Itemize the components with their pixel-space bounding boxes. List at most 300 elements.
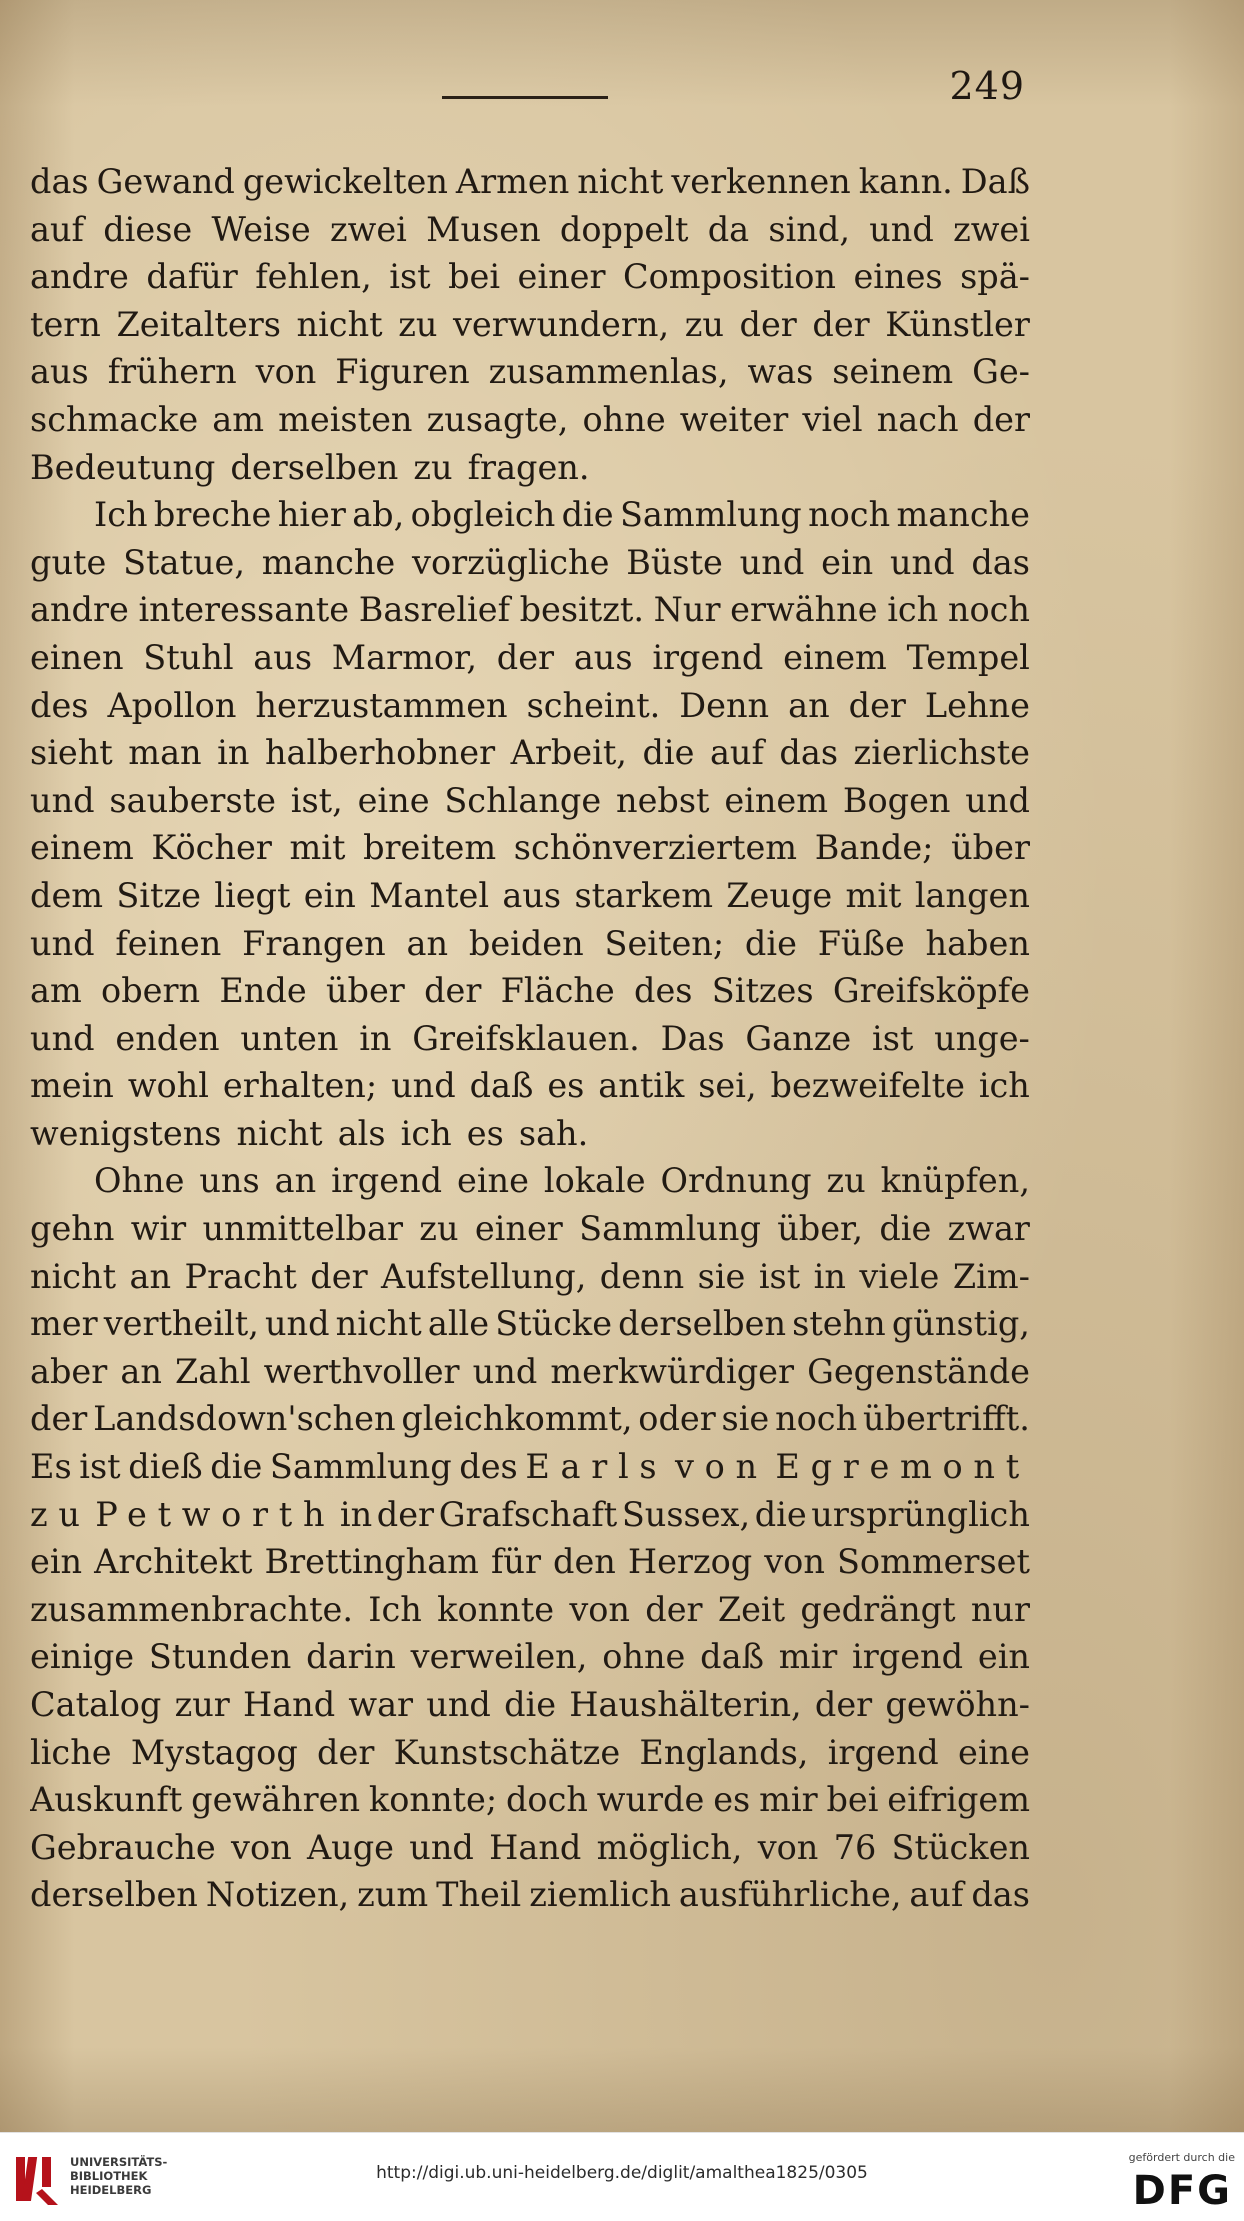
word: antik bbox=[598, 1066, 685, 1106]
word: günstig, bbox=[891, 1304, 1030, 1344]
word: an bbox=[788, 685, 830, 725]
word: Köcher bbox=[151, 828, 272, 868]
word: über bbox=[325, 971, 405, 1011]
word: Sammlung bbox=[269, 1447, 452, 1487]
word: 76 bbox=[833, 1827, 877, 1867]
word: irgend bbox=[652, 637, 764, 677]
word: doch bbox=[505, 1780, 588, 1820]
word: das bbox=[30, 162, 89, 201]
text-line bbox=[30, 1776, 1030, 1824]
word: der bbox=[376, 1494, 435, 1534]
word: ursprünglich bbox=[811, 1494, 1030, 1534]
text-line bbox=[30, 158, 1030, 206]
word: von bbox=[255, 352, 317, 392]
header-rule bbox=[442, 96, 608, 99]
word: sieht bbox=[30, 733, 113, 773]
word: was bbox=[747, 352, 814, 392]
word: verweilen, bbox=[410, 1637, 588, 1677]
word: und bbox=[426, 1685, 491, 1724]
word: obern bbox=[101, 971, 201, 1011]
word: sei, bbox=[698, 1066, 757, 1106]
word: werthvoller bbox=[263, 1351, 460, 1391]
word: nach bbox=[876, 399, 959, 439]
word: erwähne bbox=[730, 590, 878, 630]
word: Bande; bbox=[814, 828, 934, 868]
word: das bbox=[971, 542, 1030, 582]
word: derselben bbox=[618, 1304, 787, 1344]
word: eine bbox=[958, 1732, 1030, 1772]
word: konnte bbox=[437, 1589, 555, 1629]
word: Hand bbox=[489, 1827, 582, 1867]
text-line bbox=[30, 539, 1030, 587]
word: andre bbox=[30, 590, 129, 630]
text-line bbox=[30, 777, 1030, 825]
word: ein bbox=[30, 1542, 83, 1582]
word: auf bbox=[709, 733, 764, 773]
word: dafür bbox=[146, 257, 238, 297]
word: noch bbox=[947, 590, 1030, 630]
word: in bbox=[359, 1018, 392, 1058]
word: aus bbox=[253, 637, 313, 677]
word: irgend bbox=[852, 1637, 964, 1677]
word: erhalten; bbox=[222, 1066, 378, 1106]
word: beiden bbox=[468, 923, 584, 963]
word: ist bbox=[389, 257, 431, 297]
word: Englands, bbox=[639, 1732, 809, 1772]
word: Füße bbox=[817, 923, 905, 963]
word: der bbox=[812, 304, 870, 344]
word: gedrängt bbox=[800, 1589, 956, 1629]
word: Haushälterin, bbox=[569, 1685, 802, 1724]
word: Musen bbox=[426, 209, 541, 249]
word: das bbox=[971, 1875, 1030, 1915]
word: noch bbox=[775, 1399, 858, 1439]
word: für bbox=[490, 1542, 541, 1582]
word: Composition bbox=[622, 257, 836, 297]
word: frühern bbox=[107, 352, 237, 392]
word: manche bbox=[261, 542, 396, 582]
word: daß bbox=[469, 1066, 534, 1106]
word: Sammlung bbox=[579, 1209, 761, 1249]
word: Marmor, bbox=[331, 637, 478, 677]
word: Ge- bbox=[972, 352, 1030, 392]
word: ist, bbox=[290, 780, 343, 820]
word: weiter bbox=[679, 399, 789, 439]
word: Mantel bbox=[369, 875, 490, 915]
word: Denn bbox=[679, 685, 770, 725]
word: Nur bbox=[653, 590, 721, 630]
word: mit bbox=[845, 875, 902, 915]
word: gute bbox=[30, 542, 107, 582]
word: Zahl bbox=[175, 1351, 251, 1391]
word: konnte; bbox=[368, 1780, 498, 1820]
word: ziemlich bbox=[529, 1875, 671, 1915]
word: alle bbox=[427, 1304, 490, 1344]
word: gewickelten bbox=[242, 162, 448, 201]
word: Fläche bbox=[500, 971, 615, 1011]
word: stehn bbox=[792, 1304, 886, 1344]
word: Armen bbox=[455, 162, 570, 201]
word: aus bbox=[573, 637, 633, 677]
text-line bbox=[30, 1015, 1030, 1063]
word: in bbox=[813, 1256, 846, 1296]
word: schmacke bbox=[30, 399, 199, 439]
word: Zeitalters bbox=[116, 304, 281, 344]
word: wohl bbox=[127, 1066, 209, 1106]
word: Seiten; bbox=[604, 923, 725, 963]
document-url[interactable]: http://digi.ub.uni-heidelberg.de/diglit/amalthea1825/0305 bbox=[376, 2163, 868, 2183]
word: vorzügliche bbox=[412, 542, 610, 582]
body-text bbox=[30, 158, 1030, 1919]
word: der bbox=[496, 637, 555, 677]
word: und bbox=[264, 1304, 330, 1344]
library-name[interactable]: UNIVERSITÄTS- BIBLIOTHEK HEIDELBERG bbox=[70, 2155, 168, 2197]
word: Figuren bbox=[335, 352, 470, 392]
funding-note: gefördert durch die bbox=[1128, 2151, 1235, 2164]
word: des bbox=[634, 971, 693, 1011]
word: von bbox=[757, 1827, 819, 1867]
word: bei bbox=[448, 257, 501, 297]
word: die bbox=[504, 1685, 557, 1724]
word: man bbox=[128, 733, 202, 773]
word: derselben bbox=[230, 447, 399, 487]
word: Weise bbox=[211, 209, 311, 249]
word: zierlichste bbox=[853, 733, 1030, 773]
word: an bbox=[274, 1161, 317, 1201]
word: nicht bbox=[577, 162, 664, 201]
word: Architekt bbox=[94, 1542, 253, 1582]
word: die bbox=[754, 1494, 807, 1534]
word: und bbox=[30, 780, 95, 820]
word: zu bbox=[398, 304, 438, 344]
text-line bbox=[30, 396, 1030, 444]
word: da bbox=[707, 209, 750, 249]
word: der bbox=[972, 399, 1030, 439]
word: eine bbox=[357, 780, 430, 820]
word: sah. bbox=[518, 1113, 589, 1153]
word: Schlange bbox=[444, 780, 602, 820]
word: Egremont bbox=[775, 1447, 1030, 1487]
word: an bbox=[120, 1351, 162, 1391]
word: über, bbox=[777, 1209, 864, 1249]
word: in bbox=[339, 1494, 373, 1534]
text-line bbox=[30, 491, 1030, 539]
word: Tempel bbox=[906, 637, 1030, 677]
word: ein bbox=[977, 1637, 1030, 1677]
word: zusammenlas, bbox=[488, 352, 729, 392]
word: enden bbox=[115, 1018, 220, 1058]
text-line bbox=[30, 1300, 1030, 1348]
word: nicht bbox=[30, 1256, 117, 1296]
word: nebst bbox=[616, 780, 710, 820]
text-line bbox=[30, 1871, 1030, 1919]
word: nicht bbox=[335, 1304, 422, 1344]
text-line bbox=[30, 1110, 1030, 1158]
word: breche bbox=[153, 495, 272, 535]
word: langen bbox=[914, 875, 1030, 915]
text-line bbox=[30, 1253, 1030, 1301]
word: tern bbox=[30, 304, 101, 344]
word: andre bbox=[30, 257, 129, 297]
word: ab, bbox=[352, 495, 405, 535]
university-library-logo-icon[interactable] bbox=[12, 2151, 62, 2207]
word: Brettingham bbox=[264, 1542, 479, 1582]
word: übertrifft. bbox=[862, 1399, 1030, 1439]
word: einige bbox=[30, 1637, 135, 1677]
word: Ganze bbox=[745, 1018, 852, 1058]
word: bezweifelte bbox=[770, 1066, 965, 1106]
word: Ohne bbox=[94, 1161, 185, 1201]
text-line bbox=[30, 1157, 1030, 1205]
word: von bbox=[674, 1447, 768, 1487]
word: darin bbox=[306, 1637, 396, 1677]
word: Sammlung bbox=[619, 495, 802, 535]
word: nur bbox=[970, 1589, 1030, 1629]
page-number: 249 bbox=[949, 64, 1025, 108]
word: Mystagog bbox=[130, 1732, 298, 1772]
word: die bbox=[744, 923, 797, 963]
word: uns bbox=[199, 1161, 260, 1201]
word: Stunden bbox=[148, 1637, 292, 1677]
word: zu bbox=[30, 1494, 91, 1534]
word: Kunstschätze bbox=[393, 1732, 621, 1772]
word: vertheilt, bbox=[103, 1304, 259, 1344]
word: fragen. bbox=[467, 447, 590, 487]
word: Landsdown'schen bbox=[93, 1399, 396, 1439]
text-line bbox=[30, 634, 1030, 682]
word: zusammenbrachte. bbox=[30, 1589, 354, 1629]
word: die bbox=[561, 495, 614, 535]
word: Auge bbox=[306, 1827, 395, 1867]
word: dieß bbox=[128, 1447, 203, 1487]
text-line bbox=[30, 301, 1030, 349]
word: Gegenstände bbox=[807, 1351, 1030, 1391]
word: starkem bbox=[574, 875, 713, 915]
word: Bedeutung bbox=[30, 447, 216, 487]
word: ist bbox=[871, 1018, 914, 1058]
word: unmittelbar bbox=[202, 1209, 403, 1249]
text-line bbox=[30, 348, 1030, 396]
word: und bbox=[889, 542, 955, 582]
word: Gewand bbox=[96, 162, 235, 201]
text-line bbox=[30, 920, 1030, 968]
text-line bbox=[30, 824, 1030, 872]
word: verkennen bbox=[671, 162, 851, 201]
word: Ende bbox=[219, 971, 307, 1011]
word: zwei bbox=[330, 209, 407, 249]
word: an bbox=[129, 1256, 172, 1296]
word: und bbox=[391, 1066, 456, 1106]
word: Ich bbox=[368, 1589, 422, 1629]
word: merkwürdiger bbox=[550, 1351, 794, 1391]
word: knüpfen, bbox=[880, 1161, 1030, 1201]
text-line bbox=[30, 1205, 1030, 1253]
text-line bbox=[30, 1395, 1030, 1443]
word: ohne bbox=[582, 399, 666, 439]
word: zu bbox=[419, 1209, 459, 1249]
word: Herzog bbox=[627, 1542, 753, 1582]
word: Grafschaft bbox=[438, 1494, 618, 1534]
word: gewähren bbox=[191, 1780, 361, 1820]
word: Es bbox=[30, 1447, 72, 1487]
word: Pracht bbox=[184, 1256, 297, 1296]
word: halberhobner bbox=[264, 733, 496, 773]
word: Zeuge bbox=[726, 875, 833, 915]
word: lokale bbox=[543, 1161, 646, 1201]
viewer-footer bbox=[0, 2132, 1244, 2221]
word: aber bbox=[30, 1351, 108, 1391]
word: ein bbox=[303, 875, 356, 915]
word: ein bbox=[821, 542, 874, 582]
word: die bbox=[879, 1209, 932, 1249]
word: Bogen bbox=[842, 780, 951, 820]
word: der bbox=[30, 1399, 88, 1439]
word: über bbox=[951, 828, 1030, 868]
word: hier bbox=[277, 495, 346, 535]
word: unten bbox=[240, 1018, 339, 1058]
word: einem bbox=[30, 828, 134, 868]
word: mer bbox=[30, 1304, 98, 1344]
word: die bbox=[642, 733, 695, 773]
text-line bbox=[30, 1729, 1030, 1777]
word: und bbox=[30, 1018, 95, 1058]
word: dem bbox=[30, 875, 104, 915]
word: unge- bbox=[934, 1018, 1030, 1058]
word: mir bbox=[759, 1780, 818, 1820]
word: der bbox=[645, 1589, 703, 1629]
word: und bbox=[739, 542, 805, 582]
text-line bbox=[30, 586, 1030, 634]
word: Stücken bbox=[891, 1827, 1030, 1867]
dfg-logo[interactable]: DFG bbox=[1132, 2168, 1232, 2214]
word: ich bbox=[978, 1066, 1030, 1106]
word: besitzt. bbox=[519, 590, 644, 630]
word: mir bbox=[778, 1637, 838, 1677]
word: Sommerset bbox=[836, 1542, 1030, 1582]
word: der bbox=[814, 1685, 873, 1724]
word: und bbox=[472, 1351, 538, 1391]
word: diese bbox=[103, 209, 193, 249]
word: war bbox=[348, 1685, 414, 1724]
word: sind, bbox=[768, 209, 850, 249]
word: Zeit bbox=[717, 1589, 786, 1629]
word: ausführliche, bbox=[678, 1875, 902, 1915]
word: Stücke bbox=[495, 1304, 613, 1344]
word: am bbox=[212, 399, 265, 439]
word: Aufstellung, bbox=[381, 1256, 587, 1296]
word: aus bbox=[502, 875, 562, 915]
word: der bbox=[848, 685, 906, 725]
word: zu bbox=[413, 447, 453, 487]
word: und bbox=[965, 780, 1030, 820]
word: in bbox=[217, 733, 250, 773]
word: viele bbox=[859, 1256, 940, 1296]
word: der bbox=[310, 1256, 368, 1296]
text-line bbox=[30, 872, 1030, 920]
word: der bbox=[424, 971, 482, 1011]
word: nicht bbox=[236, 1113, 323, 1153]
word: zum bbox=[357, 1875, 429, 1915]
word: einer bbox=[474, 1209, 563, 1249]
word: ist bbox=[79, 1447, 121, 1487]
word: seinem bbox=[832, 352, 954, 392]
word: von bbox=[764, 1542, 825, 1582]
word: und bbox=[869, 209, 934, 249]
word: oder bbox=[638, 1399, 716, 1439]
word: zur bbox=[174, 1685, 230, 1724]
word: scheint. bbox=[526, 685, 661, 725]
word: und bbox=[30, 923, 95, 963]
word: liegt bbox=[214, 875, 291, 915]
word: zusagte, bbox=[426, 399, 569, 439]
word: des bbox=[459, 1447, 518, 1487]
word: die bbox=[210, 1447, 263, 1487]
word: aus bbox=[30, 352, 89, 392]
word: ist bbox=[758, 1256, 801, 1296]
word: Earls bbox=[525, 1447, 668, 1487]
text-line bbox=[30, 444, 1030, 492]
word: zu bbox=[684, 304, 724, 344]
text-line bbox=[30, 1681, 1030, 1729]
word: Frangen bbox=[242, 923, 386, 963]
word: haben bbox=[925, 923, 1030, 963]
text-line bbox=[30, 967, 1030, 1015]
word: Sitze bbox=[116, 875, 201, 915]
word: zu bbox=[826, 1161, 866, 1201]
word: Ich bbox=[94, 495, 148, 535]
word: wenigstens bbox=[30, 1113, 222, 1153]
word: wurde bbox=[596, 1780, 705, 1820]
word: eines bbox=[853, 257, 943, 297]
word: spä- bbox=[960, 257, 1030, 297]
word: irgend bbox=[827, 1732, 939, 1772]
word: Ordnung bbox=[660, 1161, 812, 1201]
word: Catalog bbox=[30, 1685, 162, 1724]
word: einem bbox=[783, 637, 887, 677]
word: doppelt bbox=[559, 209, 689, 249]
word: mein bbox=[30, 1066, 114, 1106]
word: Künstler bbox=[885, 304, 1030, 344]
word: interessante bbox=[138, 590, 350, 630]
text-line bbox=[30, 1443, 1030, 1491]
word: und bbox=[409, 1827, 474, 1867]
word: Greifsklauen. bbox=[412, 1018, 640, 1058]
word: Sitzes bbox=[711, 971, 814, 1011]
word: fehlen, bbox=[255, 257, 372, 297]
word: mit bbox=[289, 828, 346, 868]
word: breitem bbox=[363, 828, 497, 868]
text-line bbox=[30, 1824, 1030, 1872]
word: zwar bbox=[947, 1209, 1030, 1249]
text-line bbox=[30, 1062, 1030, 1110]
word: ohne bbox=[602, 1637, 686, 1677]
word: Lehne bbox=[924, 685, 1030, 725]
word: Apollon bbox=[107, 685, 237, 725]
word: schönverziertem bbox=[513, 828, 798, 868]
word: das bbox=[779, 733, 839, 773]
word: Notizen, bbox=[205, 1875, 350, 1915]
text-line bbox=[30, 729, 1030, 777]
word: Das bbox=[660, 1018, 725, 1058]
word: von bbox=[569, 1589, 630, 1629]
word: Büste bbox=[626, 542, 723, 582]
word: an bbox=[406, 923, 449, 963]
word: möglich, bbox=[596, 1827, 743, 1867]
word: Zim- bbox=[952, 1256, 1030, 1296]
word: denn bbox=[599, 1256, 685, 1296]
word: einer bbox=[517, 257, 606, 297]
word: Stuhl bbox=[143, 637, 234, 677]
